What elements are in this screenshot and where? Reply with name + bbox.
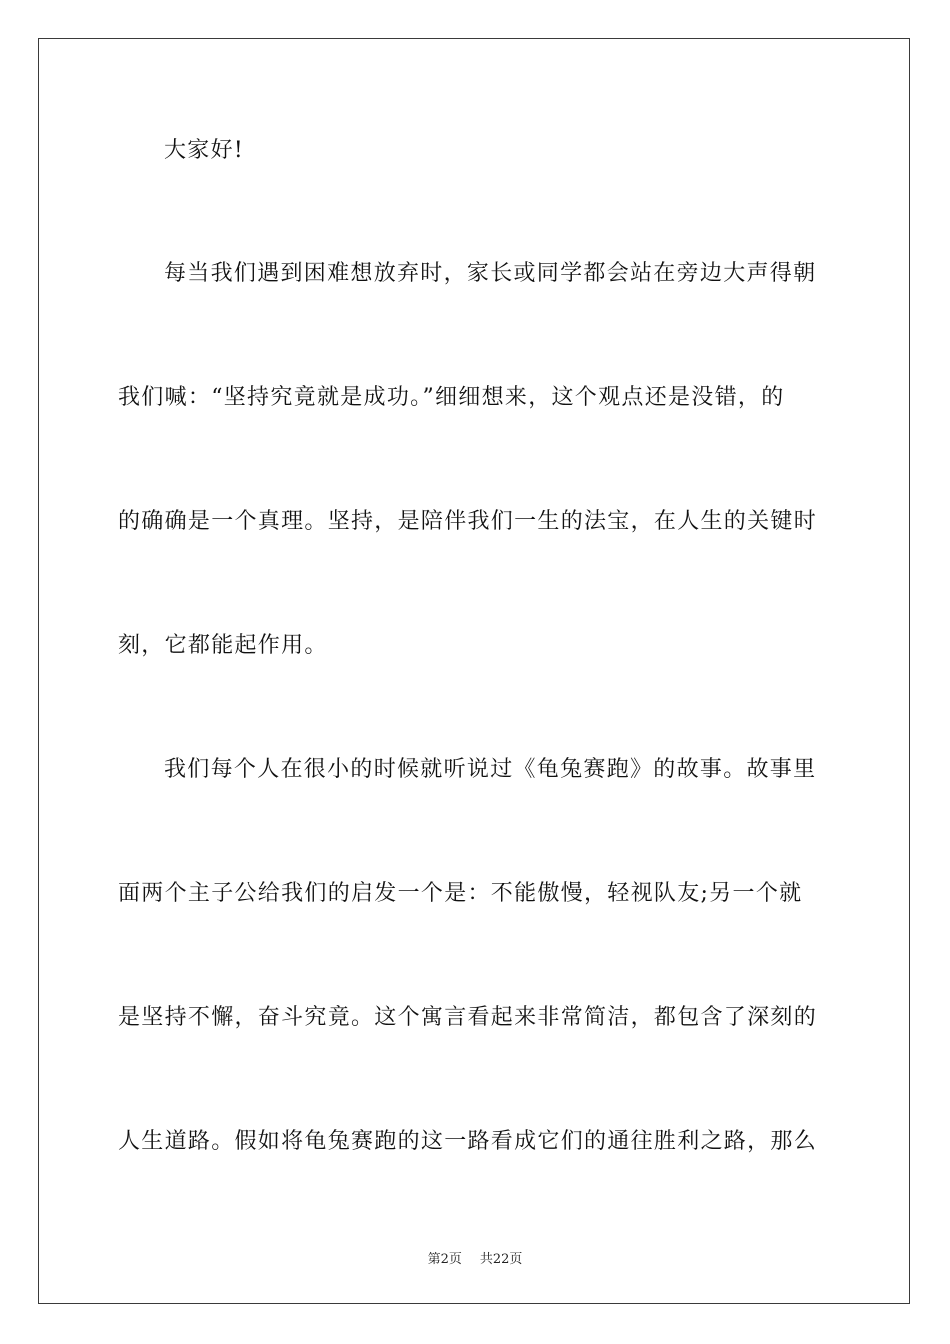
paragraph-1-line-4: 刻，它都能起作用。 bbox=[118, 633, 328, 658]
paragraph-2-line-2: 面两个主子公给我们的启发一个是：不能傲慢，轻视队友;另一个就 bbox=[118, 881, 803, 906]
paragraph-1-line-2: 我们喊：“坚持究竟就是成功。”细细想来，这个观点还是没错，的 bbox=[118, 385, 785, 410]
page-total: 共22页 bbox=[479, 1252, 523, 1267]
page-number: 第2页 bbox=[427, 1252, 462, 1267]
page-border bbox=[38, 38, 910, 1304]
paragraph-1-line-3: 的确确是一个真理。坚持，是陪伴我们一生的法宝，在人生的关键时 bbox=[118, 509, 818, 534]
paragraph-2-line-4: 人生道路。假如将龟兔赛跑的这一路看成它们的通往胜利之路，那么 bbox=[118, 1129, 818, 1154]
paragraph-2-line-3: 是坚持不懈，奋斗究竟。这个寓言看起来非常简洁，都包含了深刻的 bbox=[118, 1005, 818, 1030]
paragraph-1-line-1: 每当我们遇到困难想放弃时，家长或同学都会站在旁边大声得朝 bbox=[164, 261, 817, 286]
paragraph-2-line-1: 我们每个人在很小的时候就听说过《龟兔赛跑》的故事。故事里 bbox=[164, 757, 817, 782]
page-footer bbox=[0, 1248, 950, 1267]
greeting-line: 大家好! bbox=[164, 138, 245, 163]
